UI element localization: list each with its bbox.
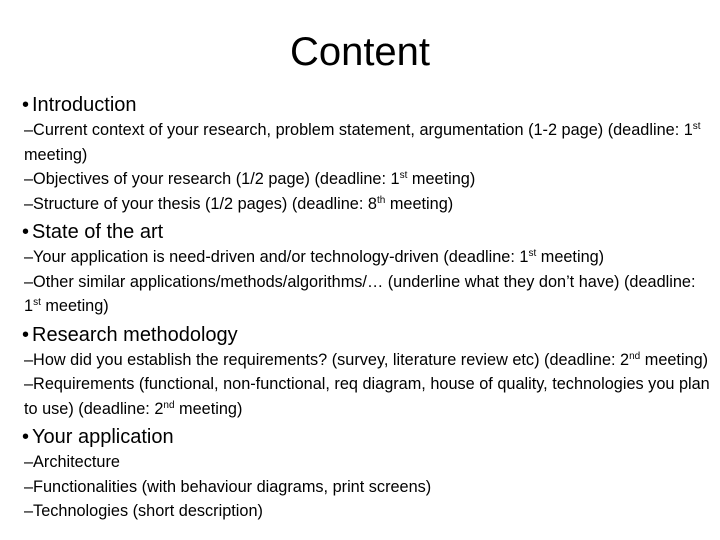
- section-heading: Research methodology: [32, 323, 238, 346]
- list-item: –Functionalities (with behaviour diagrams, print screens): [24, 477, 432, 496]
- section-heading: Introduction: [32, 94, 137, 116]
- bullet-icon: •: [22, 323, 30, 346]
- list-item: –Requirements (functional, non-functional, req diagram, house of quality, technologies you plan to use) (deadline: 2nd meeting): [24, 375, 710, 418]
- content-list: [22, 89, 712, 524]
- section-research-methodology: [22, 322, 712, 422]
- list-item: –Architecture: [24, 453, 120, 471]
- list-item: –Objectives of your research (1/2 page) (deadline: 1st meeting): [24, 170, 476, 188]
- bullet-icon: •: [22, 426, 30, 448]
- slide-title: Content: [289, 30, 431, 74]
- list-item: –Your application is need-driven and/or technology-driven (deadline: 1st meeting): [24, 248, 605, 266]
- section-your-application: [22, 424, 712, 524]
- list-item: –Current context of your research, problem statement, argumentation (1-2 page) (deadline: 1st meeting): [24, 121, 701, 164]
- bullet-icon: •: [22, 94, 30, 116]
- list-item: –Structure of your thesis (1/2 pages) (deadline: 8th meeting): [24, 194, 454, 213]
- section-heading: State of the art: [32, 221, 164, 243]
- section-state-of-the-art: [22, 219, 712, 319]
- section-heading: Your application: [32, 426, 174, 448]
- section-introduction: [22, 92, 712, 216]
- bullet-icon: •: [22, 221, 30, 243]
- list-item: –Other similar applications/methods/algorithms/… (underline what they don’t have) (deadline: 1st meeting): [24, 272, 696, 315]
- list-item: –How did you establish the requirements? (survey, literature review etc) (deadline: 2nd meeting): [24, 350, 709, 369]
- list-item: –Technologies (short description): [24, 502, 263, 520]
